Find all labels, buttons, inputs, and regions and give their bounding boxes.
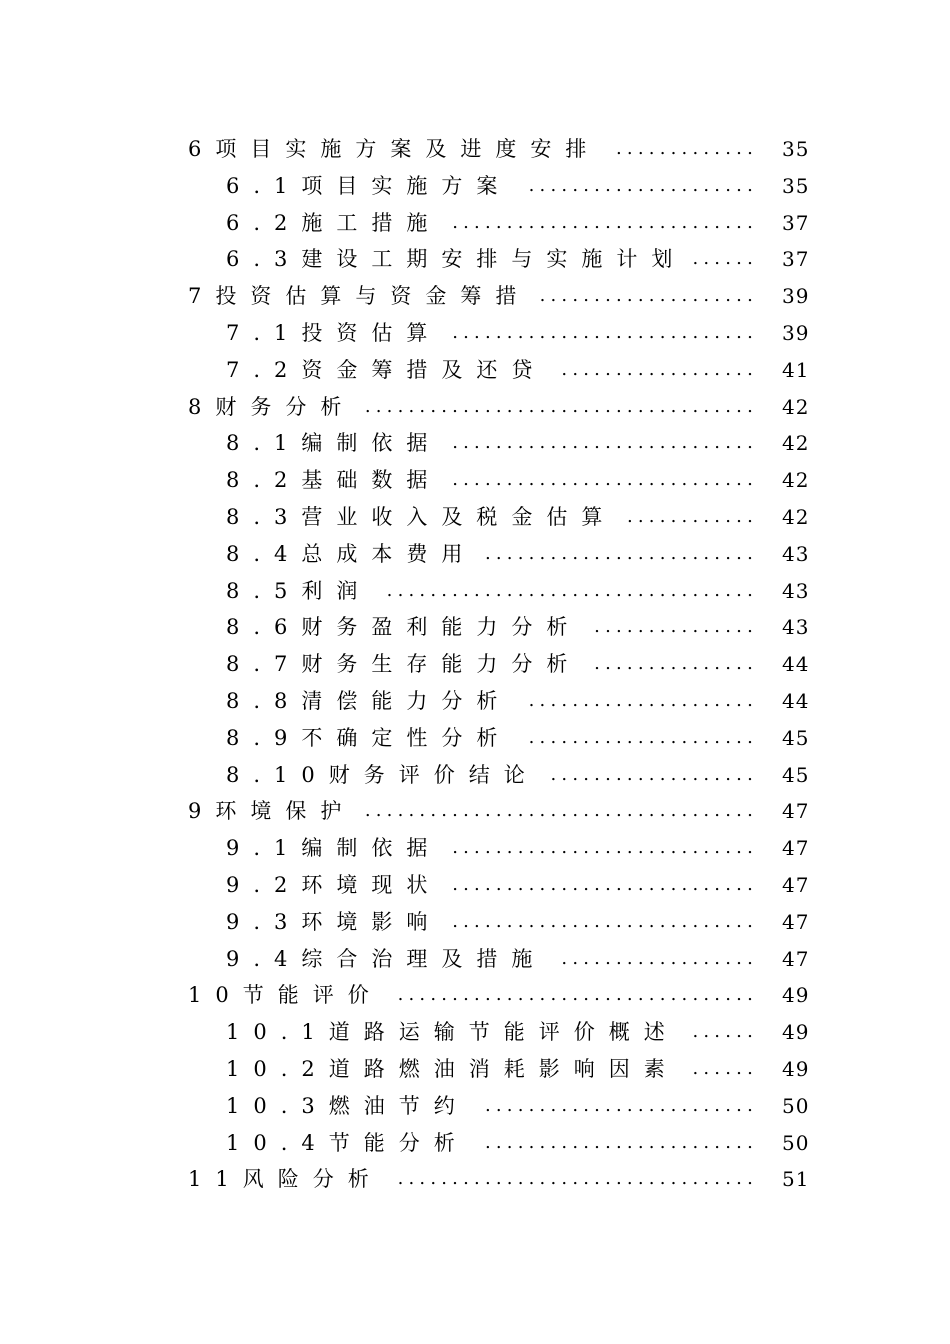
toc-section-entry[interactable] [0,609,950,646]
toc-page-number: 47 [782,799,810,824]
toc-dot-leader: ......................... [484,542,758,564]
toc-section-entry[interactable] [0,462,950,499]
toc-page-number: 35 [782,137,810,161]
toc-page-number: 44 [782,652,810,677]
toc-page-number: 37 [782,210,810,235]
toc-section-entry[interactable] [0,720,950,757]
toc-dot-leader: ...... [692,1021,758,1043]
toc-entry-title: 10.4节能分析 [226,1130,469,1155]
toc-dot-leader: .................................. [386,579,758,601]
toc-page-number: 39 [782,320,810,345]
toc-dot-leader: ............ [626,505,758,527]
toc-chapter-entry[interactable] [0,389,950,426]
toc-section-entry[interactable] [0,941,950,978]
toc-entry-title: 6.3建设工期安排与实施计划 [226,247,687,272]
toc-entry-title: 8.7财务生存能力分析 [226,652,582,677]
toc-section-entry[interactable] [0,573,950,610]
toc-entry-title: 8财务分析 [188,394,356,419]
toc-section-entry[interactable] [0,904,950,941]
toc-entry-title: 10.1道路运输节能评价概述 [226,1020,679,1045]
toc-section-entry[interactable] [0,867,950,904]
toc-page-number: 50 [782,1130,810,1155]
toc-dot-leader: ................................. [397,984,758,1006]
toc-dot-leader: ............................ [452,873,758,895]
toc-entry-title: 8.6财务盈利能力分析 [226,615,582,640]
toc-entry-title: 6项目实施方案及进度安排 [188,137,601,161]
toc-dot-leader: ............................ [452,321,758,343]
toc-page-number: 42 [782,468,810,493]
toc-page-number: 47 [782,836,810,861]
toc-page-number: 49 [782,1020,810,1045]
toc-chapter-entry[interactable] [0,793,950,830]
toc-section-entry[interactable] [0,315,950,352]
toc-dot-leader: ............................ [452,837,758,859]
toc-entry-title: 9.4综合治理及措施 [226,946,547,971]
toc-section-entry[interactable] [0,646,950,683]
toc-dot-leader: ......................... [484,1094,758,1116]
toc-section-entry[interactable] [0,168,950,205]
toc-dot-leader: ............... [594,616,758,638]
toc-page-number: 42 [782,504,810,529]
toc-section-entry[interactable] [0,536,950,573]
toc-page-number: 49 [782,1056,810,1081]
toc-section-entry[interactable] [0,757,950,794]
toc-page-number: 45 [782,725,810,750]
toc-entry-title: 8.4总成本费用 [226,541,477,566]
toc-page-number: 42 [782,394,810,419]
toc-chapter-entry[interactable] [0,1161,950,1198]
toc-entry-title: 9.1编制依据 [226,836,442,861]
toc-page-number: 39 [782,284,810,309]
toc-dot-leader: ............................ [452,910,758,932]
toc-dot-leader: ............... [594,653,758,675]
toc-dot-leader: .................. [561,947,758,969]
toc-page-number: 43 [782,615,810,640]
toc-page-number: 42 [782,431,810,456]
toc-entry-title: 9环境保护 [188,799,356,824]
toc-entry-title: 11风险分析 [188,1167,383,1192]
toc-entry-title: 9.2环境现状 [226,872,442,897]
toc-entry-title: 8.5利润 [226,578,372,603]
toc-page-number: 43 [782,541,810,566]
toc-page-number: 45 [782,762,810,787]
toc-dot-leader: .................... [539,285,758,307]
toc-section-entry[interactable] [0,683,950,720]
toc-dot-leader: ...... [692,1057,758,1079]
toc-page-number: 50 [782,1093,810,1118]
toc-page-number: 47 [782,946,810,971]
toc-entry-title: 10节能评价 [188,983,383,1008]
toc-dot-leader: ..................... [528,689,758,711]
toc-section-entry[interactable] [0,425,950,462]
toc-section-entry[interactable] [0,499,950,536]
toc-entry-title: 8.1编制依据 [226,431,442,456]
toc-section-entry[interactable] [0,1088,950,1125]
toc-dot-leader: ............................ [452,432,758,454]
toc-page-number: 47 [782,872,810,897]
toc-entry-title: 8.9不确定性分析 [226,725,512,750]
toc-section-entry[interactable] [0,352,950,389]
toc-entry-title: 7投资估算与资金筹措 [188,284,531,309]
toc-dot-leader: ..................... [528,174,758,196]
toc-page-number: 43 [782,578,810,603]
toc-dot-leader: ............................ [452,211,758,233]
toc-chapter-entry[interactable] [0,131,950,168]
toc-dot-leader: .................. [561,358,758,380]
toc-entry-title: 7.2资金筹措及还贷 [226,357,547,382]
toc-dot-leader: ..................... [528,726,758,748]
toc-page-number: 41 [782,357,810,382]
table-of-contents [0,131,950,1198]
toc-entry-title: 7.1投资估算 [226,320,442,345]
toc-entry-title: 10.3燃油节约 [226,1093,469,1118]
toc-dot-leader: .................................... [364,800,758,822]
toc-dot-leader: ................... [550,763,758,785]
toc-page-number: 49 [782,983,810,1008]
toc-chapter-entry[interactable] [0,977,950,1014]
toc-entry-title: 8.3营业收入及税金估算 [226,504,617,529]
toc-section-entry[interactable] [0,830,950,867]
toc-section-entry[interactable] [0,1014,950,1051]
toc-entry-title: 8.10财务评价结论 [226,762,539,787]
toc-entry-title: 9.3环境影响 [226,909,442,934]
toc-entry-title: 10.2道路燃油消耗影响因素 [226,1056,679,1081]
toc-dot-leader: ................................. [397,1168,758,1190]
toc-chapter-entry[interactable] [0,278,950,315]
toc-page-number: 44 [782,688,810,713]
toc-section-entry[interactable] [0,1125,950,1162]
toc-entry-title: 8.8清偿能力分析 [226,688,512,713]
toc-section-entry[interactable] [0,205,950,242]
toc-dot-leader: ............. [616,138,758,159]
toc-dot-leader: ............................ [452,469,758,491]
toc-dot-leader: ......................... [484,1131,758,1153]
toc-page-number: 37 [782,247,810,272]
toc-section-entry[interactable] [0,1051,950,1088]
toc-entry-title: 8.2基础数据 [226,468,442,493]
toc-section-entry[interactable] [0,241,950,278]
toc-entry-title: 6.2施工措施 [226,210,442,235]
toc-dot-leader: .................................... [364,395,758,417]
toc-page-number: 47 [782,909,810,934]
toc-entry-title: 6.1项目实施方案 [226,173,512,198]
toc-dot-leader: ...... [692,248,758,270]
toc-page-number: 35 [782,173,810,198]
toc-page-number: 51 [782,1167,810,1192]
